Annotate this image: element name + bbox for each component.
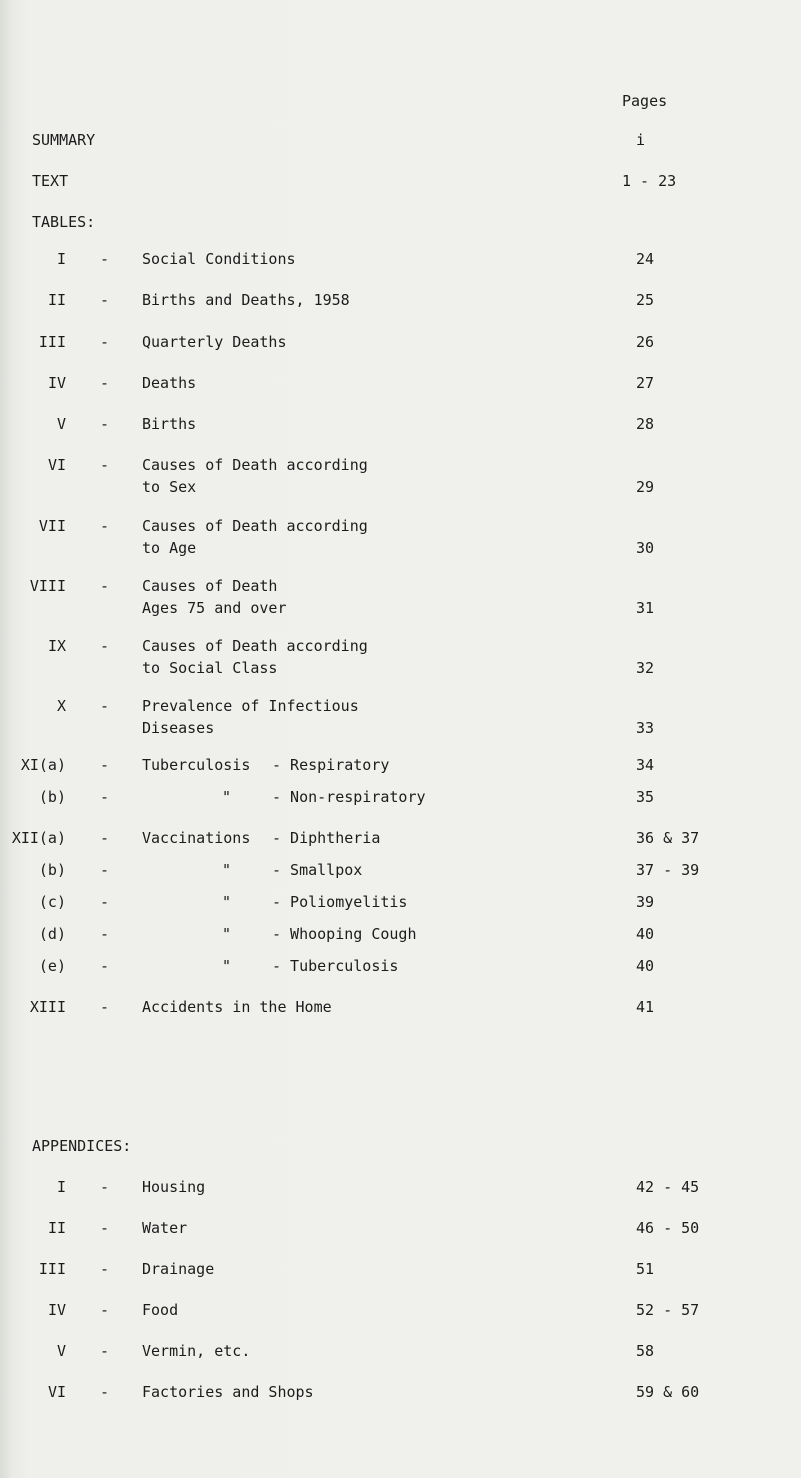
table-page: 26 xyxy=(636,333,655,351)
appendix-title: Vermin, etc. xyxy=(142,1342,251,1360)
table-page: 34 xyxy=(636,756,655,774)
table-dash: - xyxy=(100,756,110,774)
table-subtitle: - Diphtheria xyxy=(272,829,381,847)
table-dash: - xyxy=(100,517,110,535)
table-page: 30 xyxy=(636,539,655,557)
table-page: 41 xyxy=(636,998,655,1016)
text-page: 1 - 23 xyxy=(622,172,677,190)
table-dash: - xyxy=(100,333,110,351)
appendices-heading: APPENDICES: xyxy=(32,1137,132,1155)
appendix-dash: - xyxy=(100,1178,110,1196)
appendix-dash: - xyxy=(100,1219,110,1237)
table-title: Deaths xyxy=(142,374,197,392)
table-subtitle: - Non-respiratory xyxy=(272,788,426,806)
table-dash: - xyxy=(100,925,110,943)
table-dash: - xyxy=(100,291,110,309)
table-title: Ages 75 and over xyxy=(142,599,287,617)
table-dash: - xyxy=(100,697,110,715)
table-title: to Sex xyxy=(142,478,197,496)
table-dash: - xyxy=(100,829,110,847)
appendix-page: 51 xyxy=(636,1260,655,1278)
table-title: Births xyxy=(142,415,197,433)
table-number: (d) xyxy=(38,925,66,943)
table-number: I xyxy=(56,250,66,268)
text-label: TEXT xyxy=(32,172,69,190)
table-title: Diseases xyxy=(142,719,215,737)
table-title: Births and Deaths, 1958 xyxy=(142,291,350,309)
table-page: 40 xyxy=(636,925,655,943)
table-number: (c) xyxy=(38,893,66,911)
table-number: II xyxy=(47,291,66,309)
tables-heading: TABLES: xyxy=(32,213,96,231)
table-subtitle: - Respiratory xyxy=(272,756,390,774)
summary-page: i xyxy=(636,131,646,149)
appendix-number: III xyxy=(38,1260,66,1278)
table-number: VI xyxy=(47,456,66,474)
table-number: VII xyxy=(38,517,66,535)
appendix-number: II xyxy=(47,1219,66,1237)
table-page: 25 xyxy=(636,291,655,309)
appendix-title: Water xyxy=(142,1219,188,1237)
table-dash: - xyxy=(100,374,110,392)
table-dash: - xyxy=(100,957,110,975)
table-dash: - xyxy=(100,861,110,879)
appendix-number: IV xyxy=(47,1301,66,1319)
appendix-page: 46 - 50 xyxy=(636,1219,700,1237)
table-dash: - xyxy=(100,788,110,806)
table-page: 32 xyxy=(636,659,655,677)
table-number: (b) xyxy=(38,861,66,879)
table-number: VIII xyxy=(29,577,66,595)
table-number: III xyxy=(38,333,66,351)
table-category: Vaccinations xyxy=(142,829,251,847)
table-subtitle: - Tuberculosis xyxy=(272,957,399,975)
table-title: Quarterly Deaths xyxy=(142,333,287,351)
table-title: Prevalence of Infectious xyxy=(142,697,359,715)
table-number: XIII xyxy=(29,998,66,1016)
table-title: Causes of Death according xyxy=(142,517,368,535)
appendix-dash: - xyxy=(100,1342,110,1360)
table-page: 31 xyxy=(636,599,655,617)
table-dash: - xyxy=(100,998,110,1016)
table-title: Causes of Death according xyxy=(142,456,368,474)
appendix-number: I xyxy=(56,1178,66,1196)
table-dash: - xyxy=(100,456,110,474)
appendix-page: 59 & 60 xyxy=(636,1383,700,1401)
appendix-number: VI xyxy=(47,1383,66,1401)
table-page: 33 xyxy=(636,719,655,737)
appendix-title: Food xyxy=(142,1301,179,1319)
table-category: " xyxy=(222,788,232,806)
appendix-page: 42 - 45 xyxy=(636,1178,700,1196)
table-number: (e) xyxy=(38,957,66,975)
appendix-title: Drainage xyxy=(142,1260,215,1278)
appendix-dash: - xyxy=(100,1383,110,1401)
table-dash: - xyxy=(100,637,110,655)
table-number: (b) xyxy=(38,788,66,806)
table-page: 36 & 37 xyxy=(636,829,700,847)
table-title: Social Conditions xyxy=(142,250,296,268)
appendix-dash: - xyxy=(100,1260,110,1278)
table-page: 24 xyxy=(636,250,655,268)
appendix-page: 58 xyxy=(636,1342,655,1360)
table-page: 35 xyxy=(636,788,655,806)
table-page: 40 xyxy=(636,957,655,975)
table-dash: - xyxy=(100,577,110,595)
table-number: IV xyxy=(47,374,66,392)
table-dash: - xyxy=(100,250,110,268)
appendix-dash: - xyxy=(100,1301,110,1319)
table-number: XI(a) xyxy=(20,756,66,774)
table-subtitle: - Smallpox xyxy=(272,861,363,879)
table-category: " xyxy=(222,957,232,975)
table-title: to Social Class xyxy=(142,659,278,677)
table-number: XII(a) xyxy=(11,829,66,847)
table-page: 39 xyxy=(636,893,655,911)
table-subtitle: - Whooping Cough xyxy=(272,925,417,943)
appendix-page: 52 - 57 xyxy=(636,1301,700,1319)
appendix-title: Housing xyxy=(142,1178,206,1196)
table-title: Accidents in the Home xyxy=(142,998,332,1016)
table-number: V xyxy=(56,415,66,433)
table-page: 27 xyxy=(636,374,655,392)
table-number: IX xyxy=(47,637,66,655)
table-title: Causes of Death according xyxy=(142,637,368,655)
table-page: 37 - 39 xyxy=(636,861,700,879)
appendix-title: Factories and Shops xyxy=(142,1383,314,1401)
table-title: Causes of Death xyxy=(142,577,278,595)
table-category: " xyxy=(222,925,232,943)
appendix-number: V xyxy=(56,1342,66,1360)
table-page: 29 xyxy=(636,478,655,496)
table-dash: - xyxy=(100,415,110,433)
table-category: " xyxy=(222,861,232,879)
table-page: 28 xyxy=(636,415,655,433)
table-dash: - xyxy=(100,893,110,911)
table-category: Tuberculosis xyxy=(142,756,251,774)
pages-column-heading: Pages xyxy=(622,92,668,110)
summary-label: SUMMARY xyxy=(32,131,96,149)
table-subtitle: - Poliomyelitis xyxy=(272,893,408,911)
table-category: " xyxy=(222,893,232,911)
table-title: to Age xyxy=(142,539,197,557)
table-number: X xyxy=(56,697,66,715)
